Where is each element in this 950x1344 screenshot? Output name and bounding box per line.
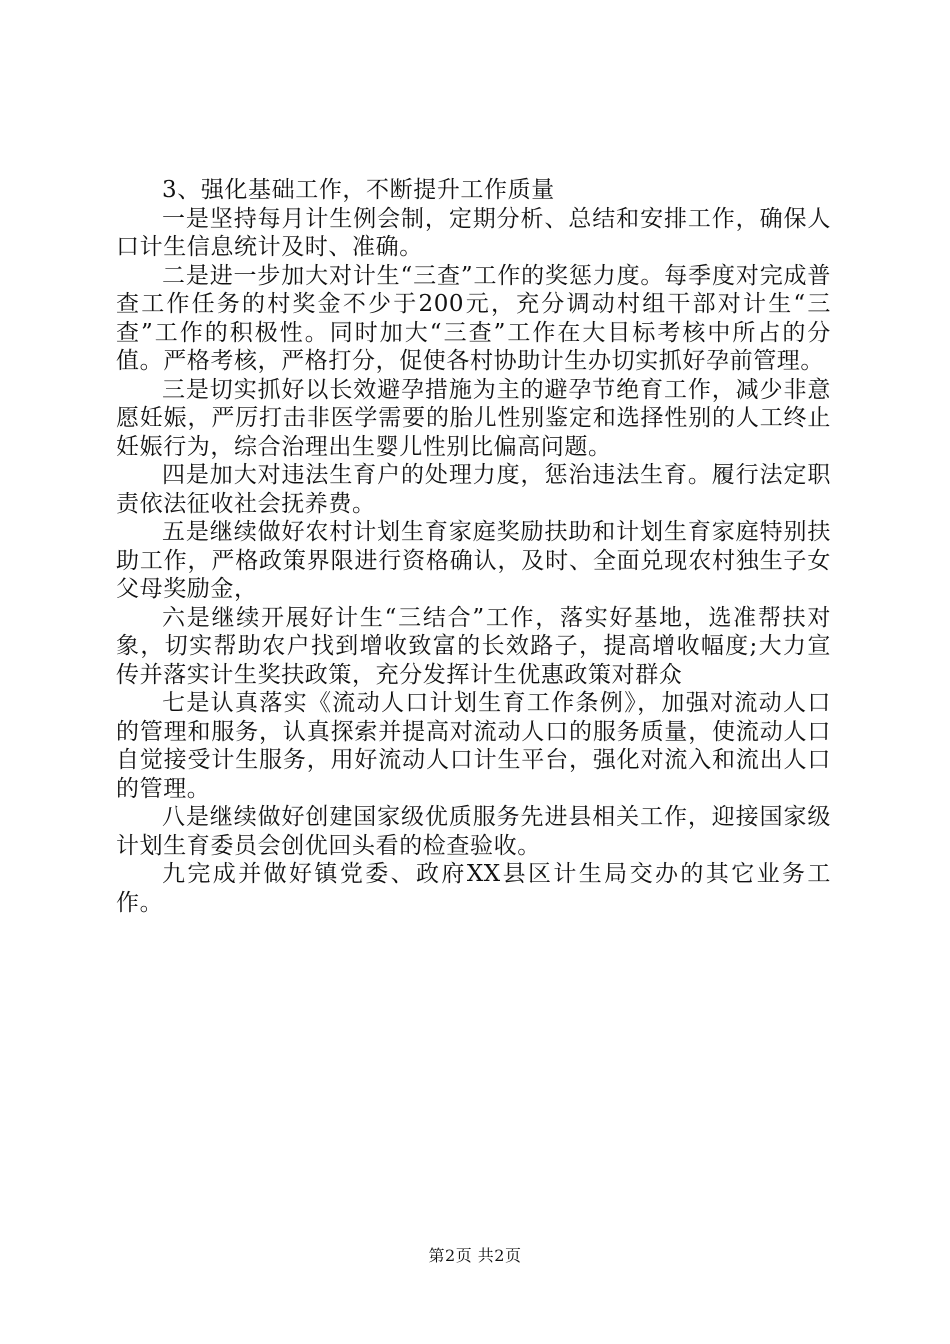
paragraph-3: 三是切实抓好以长效避孕措施为主的避孕节绝育工作，减少非意愿妊娠，严厉打击非医学需要的胎儿性别鉴定和选择性别的人工终止妊娠行为，综合治理出生婴儿性别比偏高问题。 <box>116 376 831 460</box>
paragraph-6: 六是继续开展好计生“三结合”工作，落实好基地，选准帮扶对象，切实帮助农户找到增收致富的长效路子，提高增收幅度;大力宣传并落实计生奖扶政策，充分发挥计生优惠政策对群众 <box>116 604 831 688</box>
paragraph-9: 九完成并做好镇党委、政府XX县区计生局交办的其它业务工作。 <box>116 861 831 916</box>
page-number-footer: 第2页 共2页 <box>428 1246 522 1265</box>
document-body <box>116 176 831 917</box>
paragraph-2: 二是进一步加大对计生“三查”工作的奖惩力度。每季度对完成普查工作任务的村奖金不少于200元，充分调动村组干部对计生“三查”工作的积极性。同时加大“三查”工作在大目标考核中所占的分值。严格考核，严格打分，促使各村协助计生办切实抓好孕前管理。 <box>116 262 831 374</box>
paragraph-5: 五是继续做好农村计划生育家庭奖励扶助和计划生育家庭特别扶助工作，严格政策界限进行资格确认，及时、全面兑现农村独生子女父母奖励金， <box>116 519 831 602</box>
paragraph-8: 八是继续做好创建国家级优质服务先进县相关工作，迎接国家级计划生育委员会创优回头看的检查验收。 <box>116 804 831 859</box>
paragraph-7: 七是认真落实《流动人口计划生育工作条例》，加强对流动人口的管理和服务，认真探索并提高对流动人口的服务质量，使流动人口自觉接受计生服务，用好流动人口计生平台，强化对流入和流出人口的管理。 <box>116 690 831 802</box>
paragraph-4: 四是加大对违法生育户的处理力度，惩治违法生育。履行法定职责依法征收社会抚养费。 <box>116 462 831 517</box>
section-heading: 3、强化基础工作，不断提升工作质量 <box>162 177 555 203</box>
paragraph-1: 一是坚持每月计生例会制，定期分析、总结和安排工作，确保人口计生信息统计及时、准确。 <box>116 205 831 260</box>
